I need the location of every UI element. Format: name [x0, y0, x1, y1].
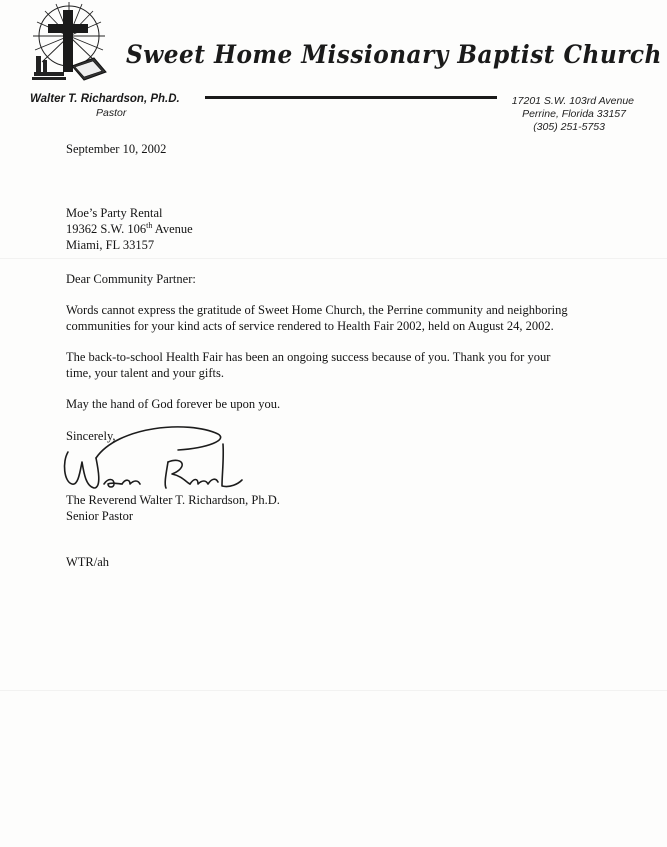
- closing: Sincerely,: [66, 429, 116, 443]
- recipient-name: Moe’s Party Rental: [66, 206, 163, 220]
- signer-title: Senior Pastor: [66, 509, 134, 523]
- typist-initials: WTR/ah: [66, 555, 110, 569]
- salutation: Dear Community Partner:: [66, 272, 196, 286]
- paragraph-1-line-2: communities for your kind acts of service rendered to Health Fair 2002, held on August 24, 2002.: [66, 319, 554, 333]
- paragraph-1-line-1: Words cannot express the gratitude of Sweet Home Church, the Perrine community and neighboring: [66, 303, 568, 317]
- paragraph-2-line-1: The back-to-school Health Fair has been an ongoing success because of you. Thank you for your: [66, 350, 551, 364]
- church-name: Sweet Home Missionary Baptist Church: [126, 40, 662, 69]
- paragraph-3: May the hand of God forever be upon you.: [66, 397, 281, 411]
- signer-name: The Reverend Walter T. Richardson, Ph.D.: [66, 493, 280, 507]
- recipient-street: [66, 221, 193, 237]
- church-logo-icon: [28, 0, 110, 88]
- scan-artifact: [0, 258, 667, 259]
- recipient-street-suffix: th: [146, 221, 153, 230]
- church-address-street: 17201 S.W. 103rd Avenue: [511, 95, 634, 107]
- pastor-name: Walter T. Richardson, Ph.D.: [30, 93, 180, 105]
- church-phone: (305) 251-5753: [533, 121, 605, 133]
- header-divider: [205, 96, 497, 99]
- recipient-street-number: 19362 S.W. 106: [66, 222, 147, 236]
- pastor-title: Pastor: [96, 107, 127, 119]
- recipient-city: Miami, FL 33157: [66, 238, 155, 252]
- church-address-city: Perrine, Florida 33157: [522, 108, 626, 120]
- recipient-street-name: Avenue: [152, 222, 193, 236]
- letter-date: September 10, 2002: [66, 142, 167, 156]
- paragraph-2-line-2: time, your talent and your gifts.: [66, 366, 224, 380]
- scan-artifact: [0, 690, 667, 691]
